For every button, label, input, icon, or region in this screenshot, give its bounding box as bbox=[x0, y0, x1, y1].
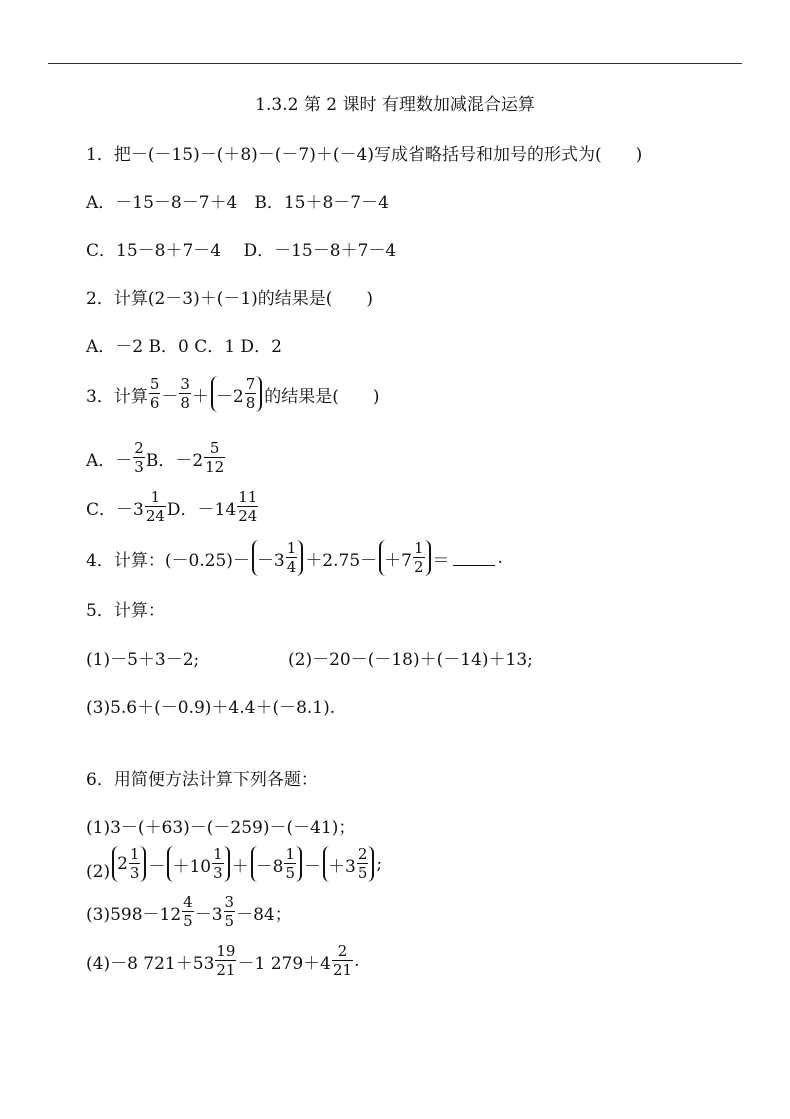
q3-option-a-frac: $\frac{2}{3}$ bbox=[134, 439, 144, 476]
q4-paren-term-1: －3 $\frac{1}{4}$ bbox=[252, 540, 303, 576]
q3-options-cd: C．－3 $\frac{1}{24}$ D．－14 $\frac{11}{24}$ bbox=[86, 488, 258, 525]
q3-frac-2: $\frac{3}{8}$ bbox=[180, 375, 190, 412]
q6-part-1: (1)3－(＋63)－(－259)－(－41)； bbox=[86, 818, 356, 838]
page-title: 1.3.2 第 2 课时 有理数加减混合运算 bbox=[255, 95, 535, 115]
q6-p2-frac-3: $\frac{1}{5}$ bbox=[285, 845, 296, 882]
q3-frac-1: $\frac{5}{6}$ bbox=[149, 375, 160, 412]
q6-part-2: (2) 2 $\frac{1}{3}$ － ＋10 $\frac{1}{3}$ ＋ －8 $\frac{1}{5}$ － ＋3 $\frac{2}{5}$ ; bbox=[86, 845, 383, 882]
q5-part-2: (2)－20－(－18)＋(－14)＋13; bbox=[288, 650, 533, 670]
q3-prefix: 3．计算 bbox=[86, 386, 148, 407]
q6-p4-frac-1: $\frac{19}{21}$ bbox=[216, 942, 236, 979]
q6-p2-term-1: 2 $\frac{1}{3}$ bbox=[112, 846, 146, 882]
q5-part-3: (3)5.6＋(－0.9)＋4.4＋(－8.1). bbox=[86, 698, 336, 718]
q3-option-d-frac: $\frac{11}{24}$ bbox=[238, 488, 258, 525]
q3-suffix: 的结果是( ) bbox=[264, 386, 380, 407]
q6-p3-frac-1: $\frac{4}{5}$ bbox=[183, 893, 193, 930]
q4-frac-1: $\frac{1}{4}$ bbox=[286, 539, 297, 576]
q5-part-1: (1)－5＋3－2; bbox=[86, 650, 200, 670]
q6-p2-term-4: ＋3 $\frac{2}{5}$ bbox=[323, 846, 374, 882]
q2-stem: 2．计算(2－3)＋(－1)的结果是( ) bbox=[86, 289, 374, 309]
q6-stem: 6．用简便方法计算下列各题： bbox=[86, 770, 318, 790]
q1-stem: 1．把－(－15)－(＋8)－(－7)＋(－4)写成省略括号和加号的形式为( ) bbox=[86, 145, 643, 165]
q4-frac-2: $\frac{1}{2}$ bbox=[414, 539, 424, 576]
q3-option-b-frac: $\frac{5}{12}$ bbox=[205, 439, 225, 476]
q1-options-ab: A．－15－8－7＋4 B．15＋8－7－4 bbox=[86, 193, 389, 213]
answer-blank[interactable] bbox=[453, 551, 495, 566]
header-rule bbox=[48, 63, 742, 64]
q6-p2-frac-1: $\frac{1}{3}$ bbox=[129, 845, 140, 882]
q3-plus: ＋ bbox=[191, 386, 209, 407]
q4-stem: 4．计算：(－0.25)－ －3 $\frac{1}{4}$ ＋2.75－ ＋7 $\frac{1}{2}$ ＝ . bbox=[86, 539, 503, 576]
q6-p2-frac-2: $\frac{1}{3}$ bbox=[213, 845, 223, 882]
q1-options-cd: C．15－8＋7－4 D．－15－8＋7－4 bbox=[86, 241, 397, 261]
q3-paren-term: －2 $\frac{7}{8}$ bbox=[211, 376, 262, 412]
q6-p2-frac-4: $\frac{2}{5}$ bbox=[357, 845, 368, 882]
q6-p4-frac-2: $\frac{2}{21}$ bbox=[332, 942, 353, 979]
q2-options: A．－2 B．0 C．1 D．2 bbox=[86, 337, 282, 357]
q6-p3-frac-2: $\frac{3}{5}$ bbox=[224, 893, 235, 930]
q6-part-3: (3)598－12 $\frac{4}{5}$ －3 $\frac{3}{5}$ －84； bbox=[86, 893, 292, 930]
q6-p2-term-3: －8 $\frac{1}{5}$ bbox=[251, 846, 302, 882]
q3-minus: － bbox=[161, 386, 179, 407]
q3-frac-3: $\frac{7}{8}$ bbox=[245, 375, 256, 412]
q6-part-4: (4)－8 721＋53 $\frac{19}{21}$ －1 279＋4 $\frac{2}{21}$ . bbox=[86, 942, 360, 979]
q5-stem: 5．计算： bbox=[86, 601, 165, 621]
q3-options-ab: A．－ $\frac{2}{3}$ B．－2 $\frac{5}{12}$ bbox=[86, 439, 225, 476]
q6-p2-term-2: ＋10 $\frac{1}{3}$ bbox=[167, 846, 229, 882]
q4-paren-term-2: ＋7 $\frac{1}{2}$ bbox=[379, 540, 430, 576]
q3-option-c-frac: $\frac{1}{24}$ bbox=[145, 488, 165, 525]
q3-stem bbox=[86, 376, 380, 412]
